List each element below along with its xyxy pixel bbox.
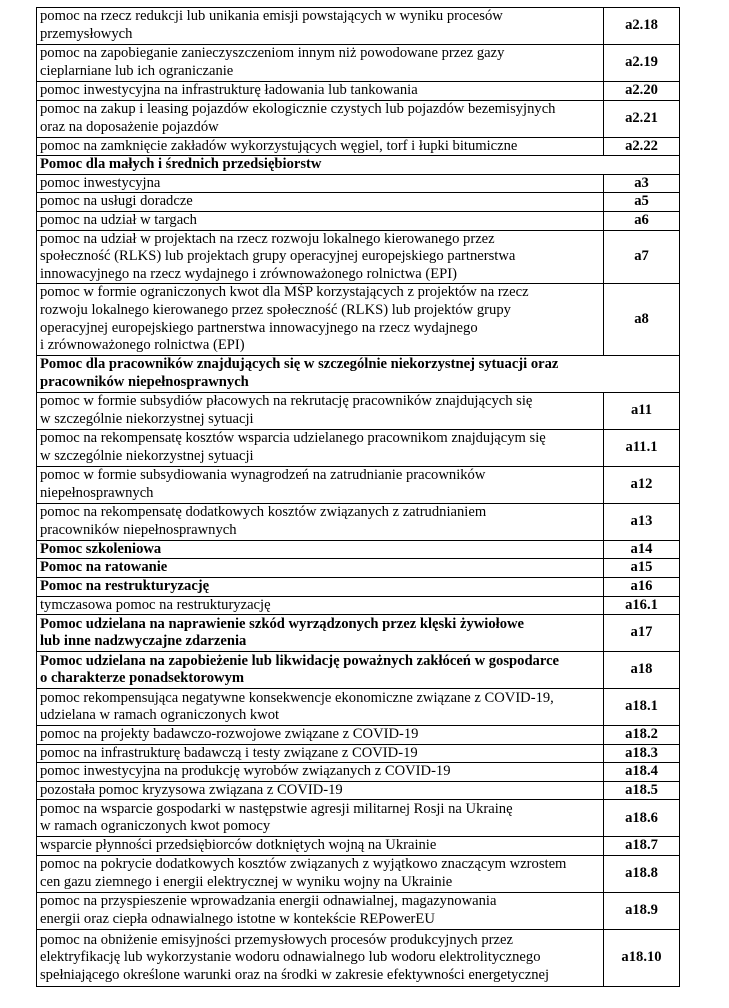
aid-description: Pomoc na restrukturyzację xyxy=(40,577,210,594)
aid-code: a18.10 xyxy=(621,949,662,966)
aid-code-cell xyxy=(604,100,680,137)
aid-description-cell xyxy=(37,503,604,540)
aid-code-cell xyxy=(604,893,680,930)
table-row xyxy=(37,615,680,652)
table-row xyxy=(37,284,680,355)
aid-code: a18.3 xyxy=(625,744,658,761)
aid-code-cell xyxy=(604,137,680,156)
table-row xyxy=(37,577,680,596)
aid-code: a2.20 xyxy=(625,82,658,98)
aid-description-cell xyxy=(37,100,604,137)
aid-description: pomoc na wsparcie gospodarki w następstwie agresji militarnej Rosji na Ukrainę w ramach ograniczonych kwot pomocy xyxy=(40,800,513,835)
aid-description: Pomoc szkoleniowa xyxy=(40,540,162,557)
aid-description: pomoc w formie ograniczonych kwot dla MŚP korzystających z projektów na rzecz rozwoju lokalnego kierowanego przez społeczność (RLKS) lub projektów grupy operacyjnej europejskiego partnerstwa innowacyjnego na rzecz wydajnego i zrównoważonego rolnictwa (EPI) xyxy=(40,284,529,354)
aid-code: a8 xyxy=(634,310,649,327)
aid-description-cell xyxy=(37,45,604,82)
aid-code: a5 xyxy=(634,193,649,210)
section-heading xyxy=(37,355,680,392)
aid-description-cell xyxy=(37,615,604,652)
table-row xyxy=(37,45,680,82)
aid-code: a2.18 xyxy=(625,17,658,34)
aid-description-cell xyxy=(37,596,604,615)
aid-description: pomoc na obniżenie emisyjności przemysłowych procesów produkcyjnych przez elektryfikację lub wykorzystanie wodoru odnawialnego lub wodoru elektrolitycznego spełniającego określone warunki oraz na środki w zakresie efektywności energetycznej xyxy=(40,931,550,983)
table-row xyxy=(37,837,680,856)
aid-code-cell xyxy=(604,466,680,503)
aid-description-cell xyxy=(37,466,604,503)
aid-code-cell xyxy=(604,800,680,837)
aid-code: a18.2 xyxy=(625,726,658,743)
aid-description: Pomoc na ratowanie xyxy=(40,559,168,576)
aid-description: pomoc na zamknięcie zakładów wykorzystujących węgiel, torf i łupki bitumiczne xyxy=(40,137,518,154)
aid-code-cell xyxy=(604,577,680,596)
aid-description-cell xyxy=(37,856,604,893)
aid-code-cell xyxy=(604,211,680,230)
aid-description: pomoc na projekty badawczo-rozwojowe związane z COVID-19 xyxy=(40,726,419,743)
aid-description-cell xyxy=(37,652,604,689)
table-row xyxy=(37,540,680,559)
table-row xyxy=(37,893,680,930)
aid-code: a15 xyxy=(630,559,653,576)
aid-code-cell xyxy=(604,284,680,355)
aid-code-cell xyxy=(604,856,680,893)
aid-code: a16 xyxy=(630,577,653,594)
aid-code: a3 xyxy=(634,174,649,191)
aid-description-cell xyxy=(37,781,604,800)
aid-description: pomoc rekompensująca negatywne konsekwencje ekonomiczne związane z COVID-19, udzielana w ramach ograniczonych kwot xyxy=(40,689,554,724)
aid-description-cell xyxy=(37,559,604,578)
aid-code: a18.9 xyxy=(625,902,658,919)
aid-description: pomoc na usługi doradcze xyxy=(40,193,193,210)
aid-category-table xyxy=(36,7,680,987)
aid-description: pomoc inwestycyjna xyxy=(40,174,161,191)
aid-code-cell xyxy=(604,540,680,559)
aid-code: a7 xyxy=(634,248,649,265)
table-row xyxy=(37,230,680,284)
aid-code-cell xyxy=(604,193,680,212)
table-row xyxy=(37,689,680,726)
aid-code-cell xyxy=(604,174,680,193)
aid-code: a11.1 xyxy=(625,438,658,455)
aid-description: pomoc na udział w targach xyxy=(40,211,197,228)
table-row xyxy=(37,174,680,193)
table-row xyxy=(37,392,680,429)
table-row xyxy=(37,193,680,212)
aid-description-cell xyxy=(37,429,604,466)
table-row xyxy=(37,652,680,689)
table-row xyxy=(37,503,680,540)
aid-code-cell xyxy=(604,763,680,782)
aid-description-cell xyxy=(37,82,604,101)
aid-description-cell xyxy=(37,230,604,284)
table-row xyxy=(37,930,680,987)
aid-code: a18.4 xyxy=(625,763,658,780)
table-row xyxy=(37,82,680,101)
table-row xyxy=(37,100,680,137)
aid-code-cell xyxy=(604,596,680,615)
aid-code-cell xyxy=(604,503,680,540)
aid-description: pomoc na infrastrukturę badawczą i testy związane z COVID-19 xyxy=(40,744,418,761)
aid-description: pomoc na przyspieszenie wprowadzania energii odnawialnej, magazynowania energii oraz ciepła odnawialnego istotne w kontekście REPowerEU xyxy=(40,893,497,928)
aid-description-cell xyxy=(37,689,604,726)
aid-description-cell xyxy=(37,577,604,596)
aid-code: a18.8 xyxy=(625,865,658,882)
table-row xyxy=(37,596,680,615)
aid-code: a18.6 xyxy=(625,809,658,826)
aid-code: a18 xyxy=(630,661,653,678)
aid-description: pomoc inwestycyjna na produkcję wyrobów związanych z COVID-19 xyxy=(40,763,451,780)
table-row xyxy=(37,8,680,45)
aid-code: a13 xyxy=(630,512,653,529)
aid-code-cell xyxy=(604,429,680,466)
aid-description-cell xyxy=(37,800,604,837)
table-row xyxy=(37,137,680,156)
table-row xyxy=(37,763,680,782)
aid-description-cell xyxy=(37,744,604,763)
aid-code-cell xyxy=(604,392,680,429)
aid-code-cell xyxy=(604,726,680,745)
aid-description-cell xyxy=(37,540,604,559)
aid-code-cell xyxy=(604,615,680,652)
aid-code: a2.22 xyxy=(625,137,658,154)
table-row xyxy=(37,800,680,837)
aid-description-cell xyxy=(37,930,604,987)
aid-code-cell xyxy=(604,8,680,45)
aid-description: pomoc w formie subsydiowania wynagrodzeń na zatrudnianie pracowników niepełnosprawnych xyxy=(40,467,486,501)
aid-code: a17 xyxy=(630,624,653,641)
table-body xyxy=(37,8,680,987)
aid-description: pomoc na udział w projektach na rzecz rozwoju lokalnego kierowanego przez społeczność (RLKS) lub projektach grupy operacyjnej europejskiego partnerstwa innowacyjnego na rzecz wydajnego i zrównoważonego rolnictwa (EPI) xyxy=(40,230,516,282)
table-row xyxy=(37,211,680,230)
aid-code-cell xyxy=(604,652,680,689)
aid-code-cell xyxy=(604,689,680,726)
aid-description-cell xyxy=(37,726,604,745)
table-row xyxy=(37,429,680,466)
aid-description: pomoc na rekompensatę dodatkowych kosztów związanych z zatrudnianiem pracowników niepełnosprawnych xyxy=(40,504,487,538)
aid-description: Pomoc udzielana na naprawienie szkód wyrządzonych przez klęski żywiołowe lub inne nadzwyczajne zdarzenia xyxy=(40,615,525,650)
aid-code-cell xyxy=(604,744,680,763)
aid-code-cell xyxy=(604,45,680,82)
aid-code-cell xyxy=(604,559,680,578)
aid-code: a16.1 xyxy=(625,596,658,613)
section-header-row xyxy=(37,156,680,175)
aid-description-cell xyxy=(37,8,604,45)
aid-code: a11 xyxy=(630,401,653,418)
aid-description-cell xyxy=(37,893,604,930)
section-heading-text: Pomoc dla małych i średnich przedsiębiorstw xyxy=(40,156,322,173)
aid-code-cell xyxy=(604,82,680,101)
aid-code: a6 xyxy=(634,211,649,228)
table-row xyxy=(37,726,680,745)
aid-code: a2.21 xyxy=(625,109,658,126)
aid-description: Pomoc udzielana na zapobieżenie lub likwidację poważnych zakłóceń w gospodarce o charakterze ponadsektorowym xyxy=(40,652,560,687)
table-row xyxy=(37,781,680,800)
section-heading-text: Pomoc dla pracowników znajdujących się w szczególnie niekorzystnej sytuacji oraz pracowników niepełnosprawnych xyxy=(40,356,559,390)
aid-description-cell xyxy=(37,392,604,429)
aid-code-cell xyxy=(604,781,680,800)
aid-description: pomoc na rekompensatę kosztów wsparcia udzielanego pracownikom znajdującym się w szczególnie niekorzystnej sytuacji xyxy=(40,430,546,464)
aid-description: pomoc w formie subsydiów płacowych na rekrutację pracowników znajdujących się w szczególnie niekorzystnej sytuacji xyxy=(40,393,533,427)
table-row xyxy=(37,466,680,503)
aid-description-cell xyxy=(37,211,604,230)
aid-code-cell xyxy=(604,230,680,284)
aid-code: a18.5 xyxy=(625,781,658,798)
aid-description: wsparcie płynności przedsiębiorców dotkniętych wojną na Ukrainie xyxy=(40,837,437,854)
section-heading xyxy=(37,156,680,175)
aid-description: tymczasowa pomoc na restrukturyzację xyxy=(40,596,271,613)
aid-code-cell xyxy=(604,837,680,856)
aid-description: pomoc na rzecz redukcji lub unikania emisji powstających w wyniku procesów przemysłowych xyxy=(40,8,503,42)
aid-code: a18.7 xyxy=(625,837,658,854)
aid-description-cell xyxy=(37,137,604,156)
table-row xyxy=(37,744,680,763)
aid-description: pomoc inwestycyjna na infrastrukturę ładowania lub tankowania xyxy=(40,82,418,98)
aid-code-cell xyxy=(604,930,680,987)
aid-description: pomoc na zakup i leasing pojazdów ekologicznie czystych lub pojazdów bezemisyjnych oraz na doposażenie pojazdów xyxy=(40,101,556,135)
aid-description-cell xyxy=(37,174,604,193)
aid-description: pomoc na pokrycie dodatkowych kosztów związanych z wyjątkowo znaczącym wzrostem cen gazu ziemnego i energii elektrycznej w wyniku wojny na Ukrainie xyxy=(40,856,567,891)
aid-code: a18.1 xyxy=(625,698,658,715)
aid-code: a12 xyxy=(630,475,653,492)
aid-description-cell xyxy=(37,193,604,212)
section-header-row xyxy=(37,355,680,392)
aid-description-cell xyxy=(37,763,604,782)
table-row xyxy=(37,559,680,578)
table-row xyxy=(37,856,680,893)
aid-description-cell xyxy=(37,284,604,355)
aid-code: a2.19 xyxy=(625,54,658,71)
aid-description: pozostała pomoc kryzysowa związana z COVID-19 xyxy=(40,781,343,798)
aid-code: a14 xyxy=(630,540,653,557)
aid-description-cell xyxy=(37,837,604,856)
aid-description: pomoc na zapobieganie zanieczyszczeniom innym niż powodowane przez gazy cieplarniane lub ich ograniczanie xyxy=(40,45,505,79)
